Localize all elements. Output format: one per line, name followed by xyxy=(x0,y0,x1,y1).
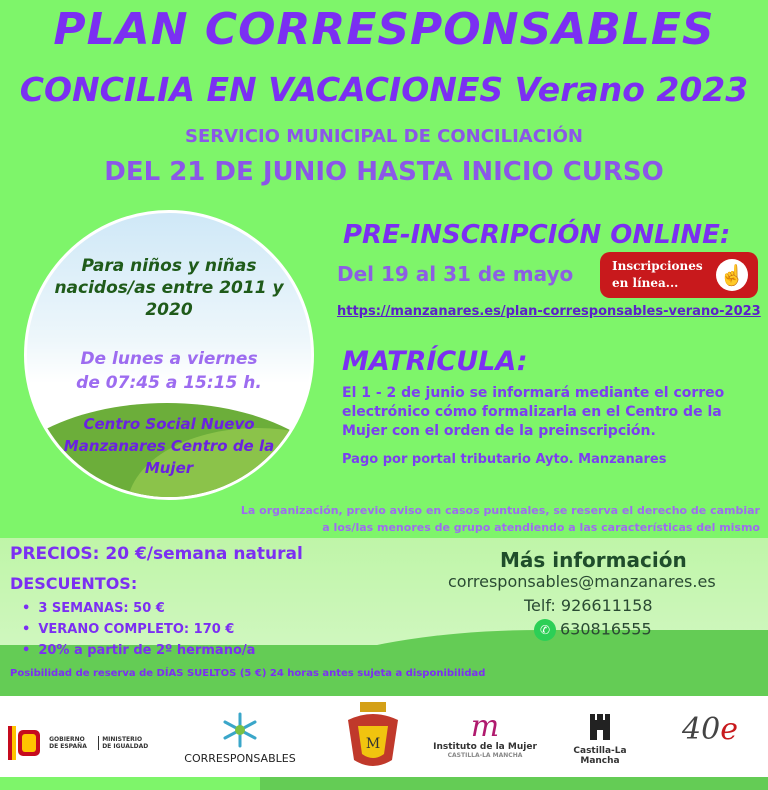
discounts-list xyxy=(22,598,255,661)
contact-email[interactable]: corresponsables@manzanares.es xyxy=(448,572,716,591)
discount-item: • 20% a partir de 2º hermano/a xyxy=(22,640,255,661)
gobierno-label: GOBIERNO DE ESPAÑA xyxy=(49,736,87,750)
location-text: Centro Social Nuevo Manzanares Centro de la Mujer xyxy=(63,415,275,477)
more-info-heading: Más información xyxy=(500,548,687,572)
corresponsables-logo xyxy=(180,712,300,765)
service-name: SERVICIO MUNICIPAL DE CONCILIACIÓN xyxy=(185,126,583,147)
pointer-hand-icon: ☝ xyxy=(716,259,748,291)
period-text: DEL 21 DE JUNIO HASTA INICIO CURSO xyxy=(104,157,664,187)
online-registration-button[interactable] xyxy=(600,252,758,298)
gobierno-logo xyxy=(8,726,158,760)
schedule-text: De lunes a viernes de 07:45 a 15:15 h. xyxy=(76,349,262,393)
whatsapp-contact[interactable] xyxy=(534,619,652,641)
discount-item: • VERANO COMPLETO: 170 € xyxy=(22,619,255,640)
svg-text:M: M xyxy=(365,736,381,752)
preinscription-heading: PRE-INSCRIPCIÓN ONLINE: xyxy=(343,220,731,250)
whatsapp-icon: ✆ xyxy=(534,619,556,641)
municipal-shield-logo xyxy=(338,700,408,776)
discounts-heading: DESCUENTOS: xyxy=(10,574,138,593)
discount-item: • 3 SEMANAS: 50 € xyxy=(22,598,255,619)
instituto-label: Instituto de la Mujer xyxy=(433,742,537,752)
main-title: PLAN CORRESPONSABLES xyxy=(53,4,715,55)
snowflake-icon xyxy=(220,712,260,748)
ministerio-label: MINISTERIO DE IGUALDAD xyxy=(98,736,152,750)
anniversary-logo xyxy=(670,712,750,747)
price-text: PRECIOS: 20 €/semana natural xyxy=(10,544,303,564)
instituto-mujer-logo xyxy=(430,709,540,759)
castle-icon xyxy=(587,712,613,742)
corresponsables-label: CORRESPONSABLES xyxy=(184,752,296,765)
anniversary-number: 40e xyxy=(682,712,738,747)
contact-phone[interactable]: Telf: 926611158 xyxy=(524,596,653,615)
coat-of-arms-icon xyxy=(340,700,406,772)
info-circle xyxy=(24,210,314,500)
instituto-sub-label: CASTILLA-LA MANCHA xyxy=(447,752,523,759)
castilla-label: Castilla-La Mancha xyxy=(573,746,627,766)
campaign-subtitle: CONCILIA EN VACACIONES Verano 2023 xyxy=(19,70,749,109)
enrollment-heading: MATRÍCULA: xyxy=(342,346,528,377)
castilla-la-mancha-logo xyxy=(560,712,640,766)
registration-link[interactable]: https://manzanares.es/plan-corresponsables-verano-2023 xyxy=(337,304,761,319)
anniversary-mark: e xyxy=(720,712,738,747)
whatsapp-number: 630816555 xyxy=(560,619,652,639)
spain-shield-icon xyxy=(8,726,44,760)
organization-note: La organización, previo aviso en casos puntuales, se reserva el derecho de cambiar a los/las menores de grupo atendiendo a las características del mismo xyxy=(240,504,760,534)
audience-text: Para niños y niñas nacidos/as entre 2011 y 2020 xyxy=(54,256,284,320)
enrollment-text: El 1 - 2 de junio se informará mediante el correo electrónico cómo formalizarla en el Centro de la Mujer con el orden de la preinscripción. xyxy=(342,385,725,439)
single-days-note: Posibilidad de reserva de DÍAS SUELTOS (5 €) 24 horas antes sujeta a disponibilidad xyxy=(10,668,486,679)
m-icon: m xyxy=(470,709,500,744)
preinscription-dates: Del 19 al 31 de mayo xyxy=(337,262,574,286)
button-label: Inscripciones en línea... xyxy=(612,259,703,290)
payment-text: Pago por portal tributario Ayto. Manzanares xyxy=(342,452,667,467)
